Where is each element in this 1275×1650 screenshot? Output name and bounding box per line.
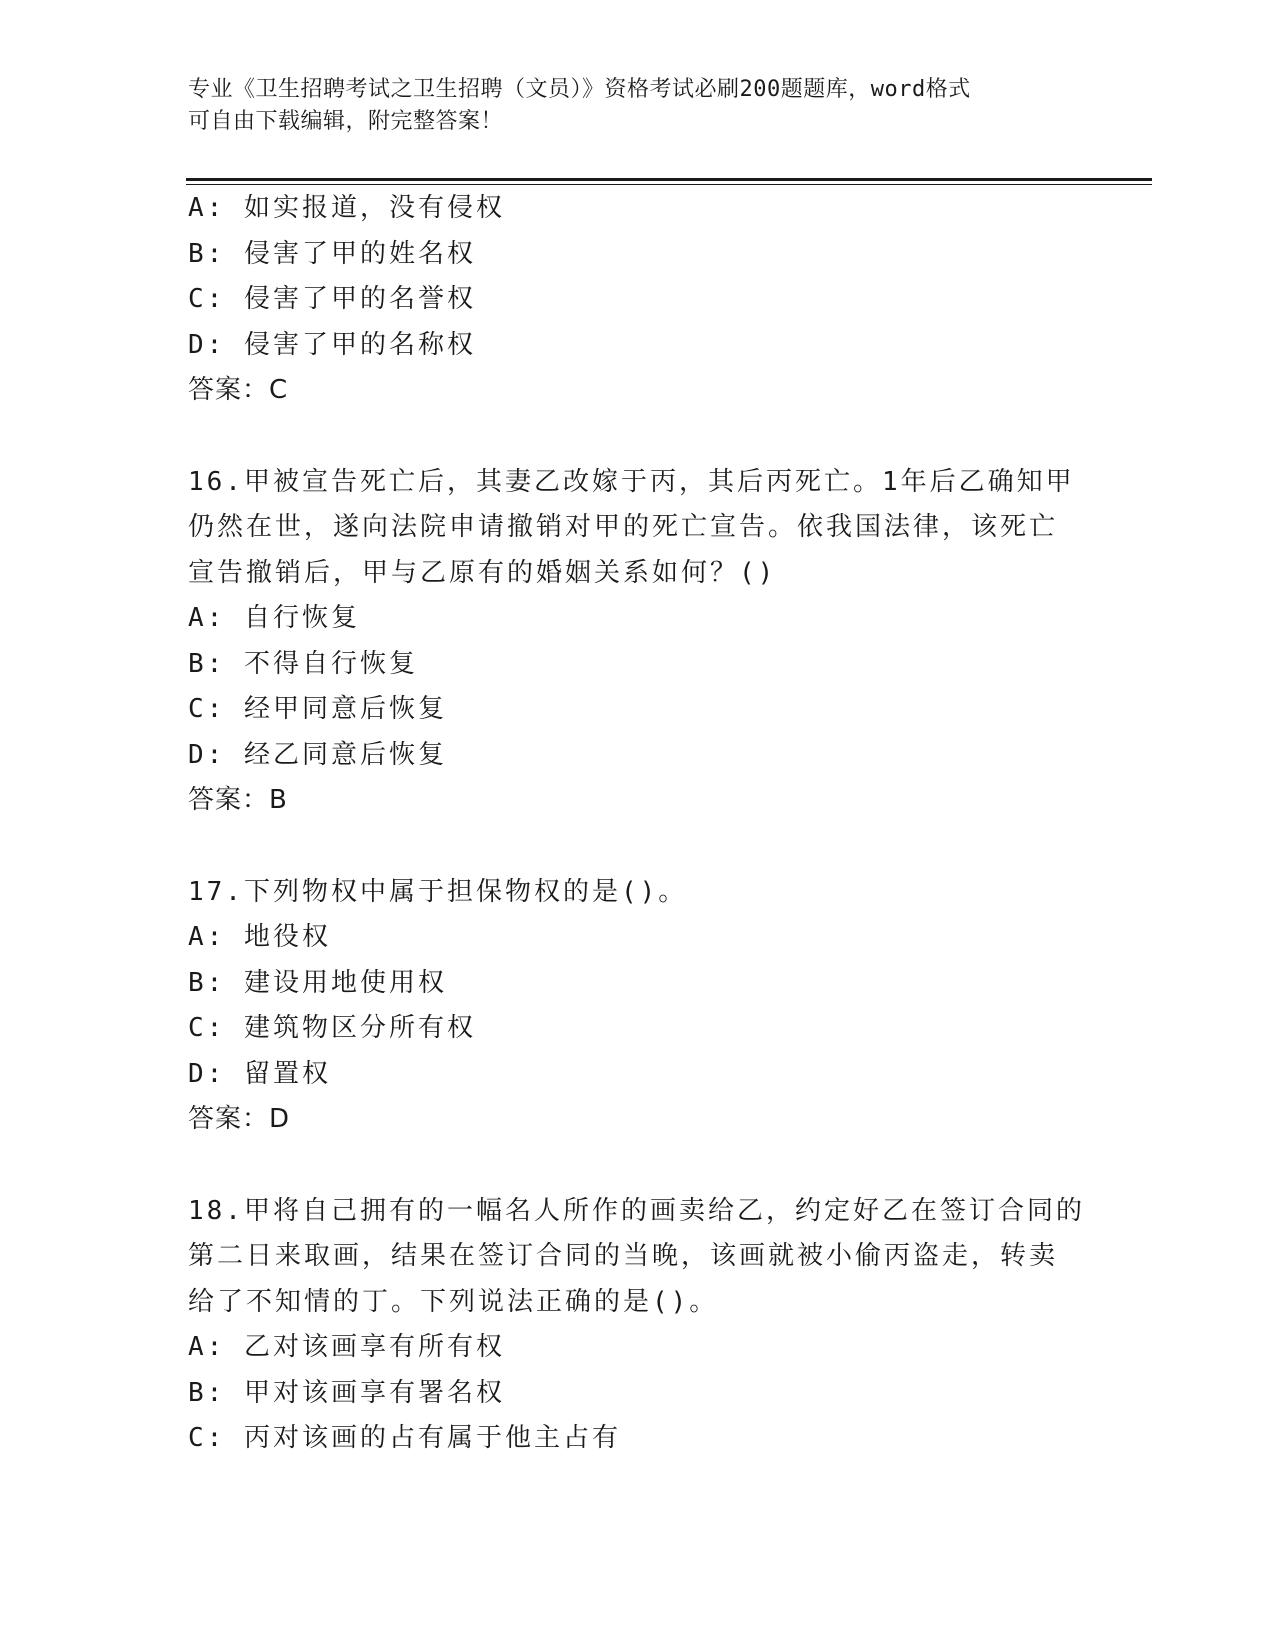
question-17: [188, 870, 1088, 1143]
option-b: B: 建设用地使用权: [188, 967, 447, 998]
spacer: [188, 824, 1088, 870]
option-c: C: 经甲同意后恢复: [188, 694, 447, 724]
option-a: A: 乙对该画享有所有权: [188, 1332, 505, 1362]
answer: 答案：C: [188, 375, 289, 405]
option-b: B: 侵害了甲的姓名权: [188, 238, 476, 269]
option-c: C: 侵害了甲的名誉权: [188, 284, 476, 314]
question-stem-line: 17.下列物权中属于担保物权的是()。: [188, 876, 688, 907]
header-rule-thick: [186, 178, 1152, 181]
option-b: B: 甲对该画享有署名权: [188, 1377, 505, 1408]
spacer: [188, 414, 1088, 460]
question-content: [188, 186, 1088, 1462]
answer: 答案：D: [188, 1104, 291, 1134]
question-stem-line: 16.甲被宣告死亡后，其妻乙改嫁于丙，其后丙死亡。1年后乙确知甲: [188, 466, 1075, 497]
document-header: [188, 74, 1068, 138]
question-18: [188, 1189, 1088, 1462]
question-stem-line: 18.甲将自己拥有的一幅名人所作的画卖给乙，约定好乙在签订合同的: [188, 1195, 1085, 1226]
header-rule-thin: [186, 184, 1152, 185]
option-d: D: 留置权: [188, 1058, 331, 1089]
question-stem-line: 仍然在世，遂向法院申请撤销对甲的死亡宣告。依我国法律，该死亡: [188, 512, 1059, 542]
option-d: D: 侵害了甲的名称权: [188, 329, 476, 360]
option-c: C: 丙对该画的占有属于他主占有: [188, 1423, 621, 1453]
question-stem-line: 给了不知情的丁。下列说法正确的是()。: [188, 1286, 719, 1317]
question-stem-line: 第二日来取画，结果在签订合同的当晚，该画就被小偷丙盗走，转卖: [188, 1241, 1059, 1271]
question-16: [188, 460, 1088, 824]
option-c: C: 建筑物区分所有权: [188, 1013, 476, 1043]
question-stem-line: 宣告撤销后，甲与乙原有的婚姻关系如何？(): [188, 557, 777, 588]
question-15: [188, 186, 1088, 414]
answer: 答案：B: [188, 785, 288, 815]
option-b: B: 不得自行恢复: [188, 648, 418, 679]
option-a: A: 自行恢复: [188, 603, 360, 633]
option-a: A: 如实报道，没有侵权: [188, 193, 505, 223]
header-line-1: 专业《卫生招聘考试之卫生招聘（文员）》资格考试必刷200题题库，word格式: [188, 77, 971, 102]
header-line-2: 可自由下载编辑，附完整答案！: [188, 109, 504, 134]
option-d: D: 经乙同意后恢复: [188, 739, 447, 770]
spacer: [188, 1143, 1088, 1189]
option-a: A: 地役权: [188, 922, 331, 952]
